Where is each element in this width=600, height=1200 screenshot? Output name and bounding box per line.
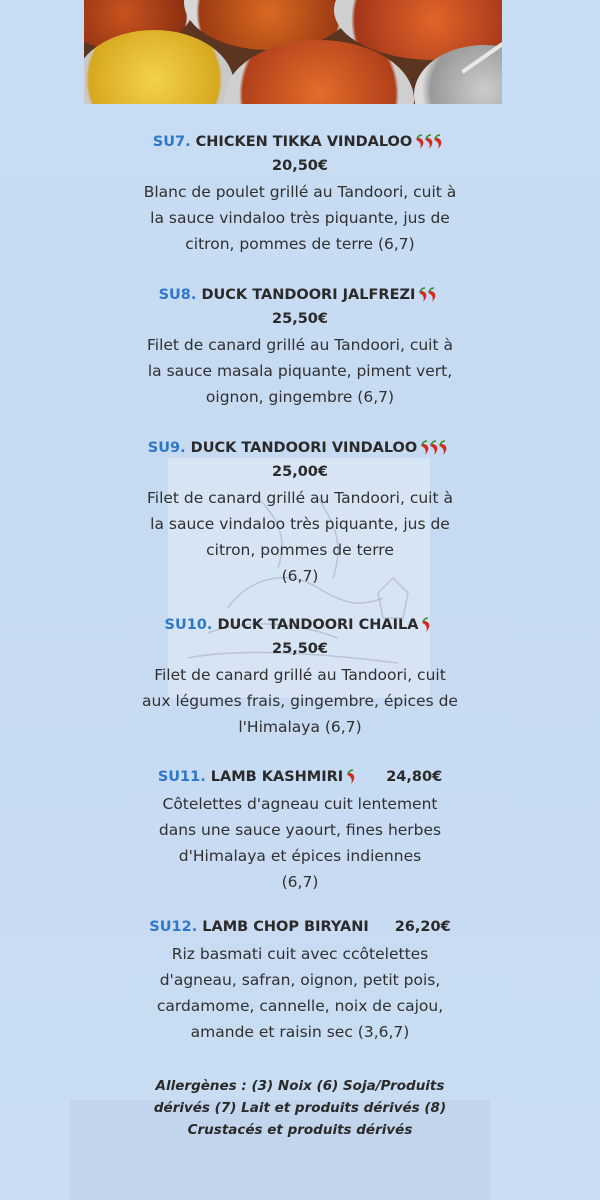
item-title — [0, 131, 600, 153]
allergens-note: Allergènes : (3) Noix (6) Soja/Produits dérivés (7) Lait et produits dérivés (8) Crustacés et produits dérivés — [153, 1078, 447, 1138]
item-description: Blanc de poulet grillé au Tandoori, cuit à la sauce vindaloo très piquante, jus de citron, pommes de terre (6,7) — [143, 183, 457, 253]
item-price: 25,00€ — [272, 464, 328, 480]
item-price: 25,50€ — [272, 311, 328, 327]
menu-item — [0, 915, 600, 1045]
chili-pepper-icon — [345, 769, 360, 785]
item-name: DUCK TANDOORI VINDALOO — [190, 440, 418, 456]
menu-item — [0, 131, 600, 257]
item-price: 20,50€ — [272, 158, 328, 174]
item-description: Côtelettes d'agneau cuit lentement dans une sauce yaourt, fines herbes d'Himalaya et épices indiennes (6,7) — [158, 795, 442, 891]
item-code: SU7. — [152, 134, 191, 150]
item-code: SU10. — [164, 617, 213, 633]
chili-pepper-icon — [417, 287, 441, 303]
item-title — [0, 437, 600, 459]
chili-pepper-icon — [420, 617, 435, 633]
item-description: Filet de canard grillé au Tandoori, cuit à la sauce masala piquante, piment vert, oignon, gingembre (6,7) — [146, 336, 453, 406]
menu-item — [0, 437, 600, 589]
chili-pepper-icon — [419, 440, 452, 456]
menu-item — [0, 284, 600, 410]
item-price: 25,50€ — [272, 641, 328, 657]
item-title — [0, 284, 600, 306]
item-name: DUCK TANDOORI JALFREZI — [201, 287, 416, 303]
item-title — [0, 915, 600, 939]
item-title — [0, 765, 600, 789]
chili-pepper-icon — [414, 134, 447, 150]
item-name: LAMB KASHMIRI — [210, 769, 344, 785]
item-price: 26,20€ — [394, 919, 451, 935]
item-price: 24,80€ — [386, 769, 443, 785]
item-code: SU12. — [149, 919, 198, 935]
item-code: SU8. — [158, 287, 197, 303]
item-code: SU11. — [157, 769, 206, 785]
food-photo — [84, 0, 502, 104]
item-name: CHICKEN TIKKA VINDALOO — [195, 134, 413, 150]
item-name: DUCK TANDOORI CHAILA — [217, 617, 419, 633]
item-description: Filet de canard grillé au Tandoori, cuit aux légumes frais, gingembre, épices de l'Himalaya (6,7) — [142, 666, 458, 736]
item-name: LAMB CHOP BIRYANI — [202, 919, 369, 935]
item-description: Filet de canard grillé au Tandoori, cuit à la sauce vindaloo très piquante, jus de citron, pommes de terre (6,7) — [146, 489, 453, 585]
item-description: Riz basmati cuit avec ccôtelettes d'agneau, safran, oignon, petit pois, cardamome, cannelle, noix de cajou, amande et raisin sec (3,6,7) — [156, 945, 444, 1041]
menu-item — [0, 614, 600, 740]
item-code: SU9. — [147, 440, 186, 456]
menu-item — [0, 765, 600, 895]
item-title — [0, 614, 600, 636]
